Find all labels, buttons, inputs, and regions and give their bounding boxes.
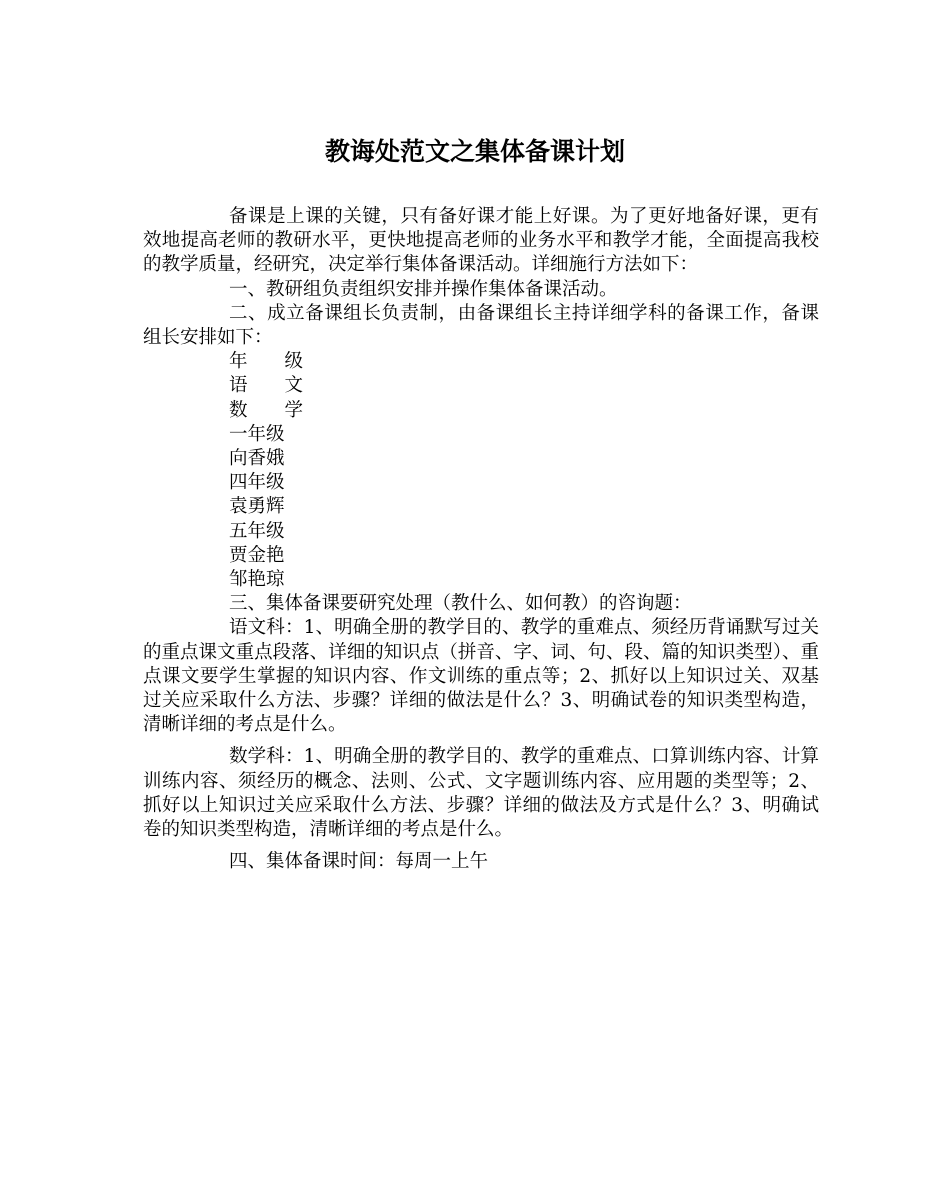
table-cell-teacher: 袁勇辉 [229,496,285,518]
item-1-paragraph: 一、教研组负责组织安排并操作集体备课活动。 [229,278,618,300]
intro-paragraph: 备课是上课的关键，只有备好课才能上好课。为了更好地备好课，更有效地提高老师的教研水平，更快地提高老师的业务水平和教学才能，全面提高我校的教学质量，经研究，决定举行集体备课活动。详细施行方法如下： [143,206,819,276]
item-4-paragraph: 四、集体备课时间：每周一上午 [229,851,489,873]
table-cell-teacher: 向香娥 [229,448,285,470]
table-cell-teacher: 邹艳琼 [229,569,285,591]
document-title: 教诲处范文之集体备课计划 [324,137,625,166]
math-subject-paragraph: 数学科：1、明确全册的教学目的、教学的重难点、口算训练内容、计算训练内容、须经历的概念、法则、公式、文字题训练内容、应用题的类型等；2、抓好以上知识过关应采取什么方法、步骤？详细的做法及方式是什么？3、明确试卷的知识类型构造，清晰详细的考点是什么。 [143,746,819,841]
item-2-paragraph: 二、成立备课组长负责制，由备课组长主持详细学科的备课工作，备课组长安排如下： [143,302,819,349]
chinese-subject-paragraph: 语文科：1、明确全册的教学目的、教学的重难点、须经历背诵默写过关的重点课文重点段落、详细的知识点（拼音、字、词、句、段、篇的知识类型）、重点课文要学生掌握的知识内容、作文训练的重点等；2、抓好以上知识过关、双基过关应采取什么方法、步骤？详细的做法是什么？3、明确试卷的知识类型构造，清晰详细的考点是什么。 [143,617,819,736]
table-cell-teacher: 贾金艳 [229,544,285,566]
lesson-group-table [143,350,819,592]
item-3-paragraph: 三、集体备课要研究处理（教什么、如何教）的咨询题： [229,593,692,615]
table-cell-grade-5: 五年级 [229,520,285,542]
table-cell-grade-header: 年 级 [229,351,304,373]
table-cell-chinese-header: 语 文 [229,375,304,397]
table-cell-math-header: 数 学 [229,399,304,421]
document-body [143,205,819,874]
table-cell-grade-4: 四年级 [229,472,285,494]
table-cell-grade-1: 一年级 [229,423,285,445]
